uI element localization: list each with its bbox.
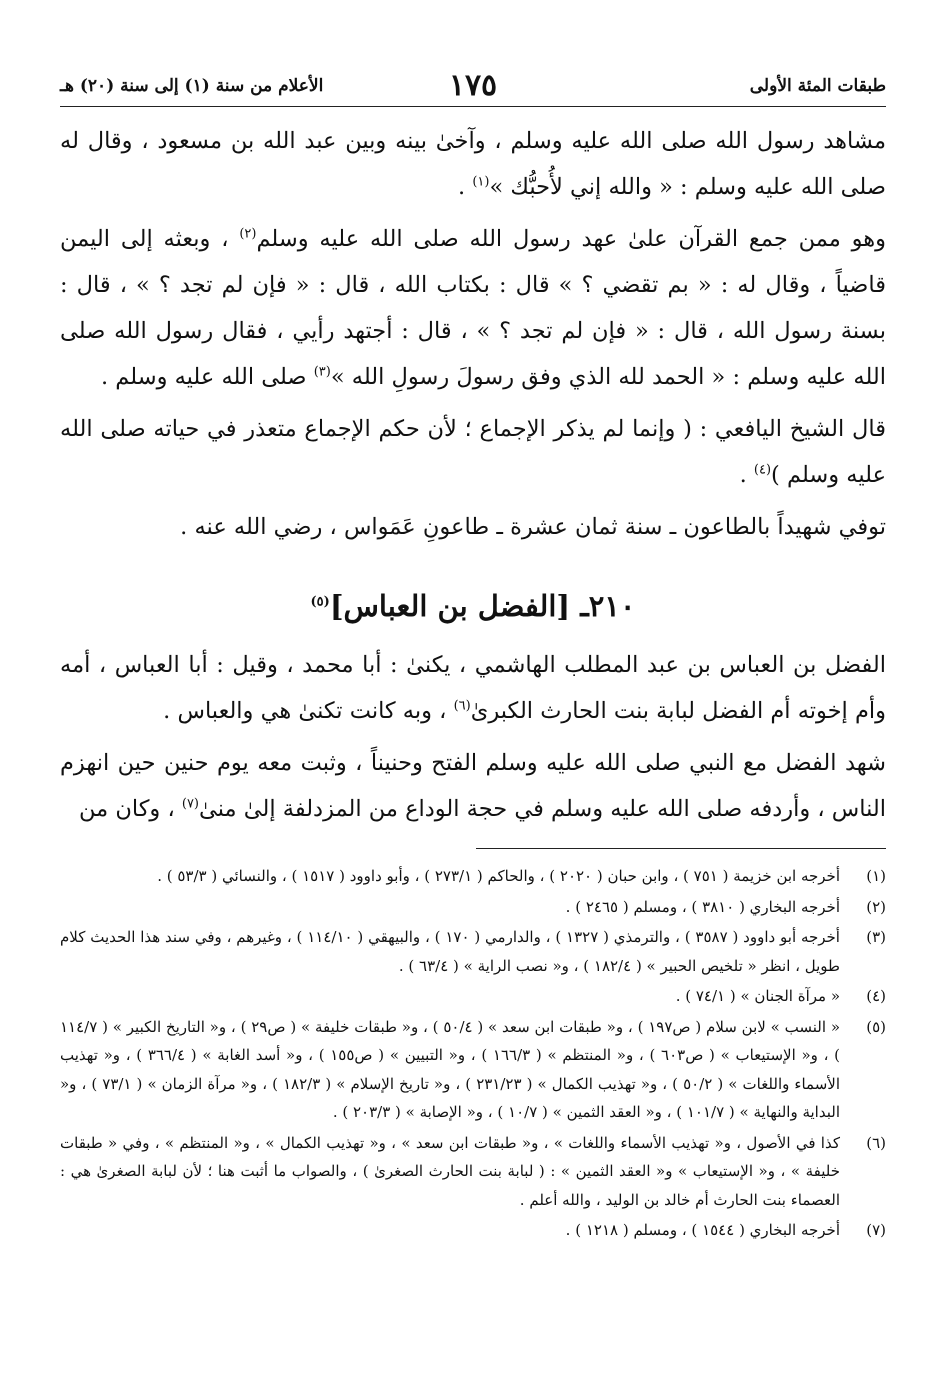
footnote-number: (٢) (866, 897, 886, 916)
header-book-title: طبقات المئة الأولى (749, 76, 886, 96)
paragraph-3 (60, 406, 886, 498)
footnote (60, 893, 886, 922)
footnote-number: (١) (866, 867, 886, 885)
footnote-text: أخرجه ابن خزيمة ( ٧٥١ ) ، وابن حبان ( ٢٠٢٠ ) ، والحاكم ( ٢٧٣/١ ) ، وأبو داوود ( ١٥١٧ ) ، والنسائي ( ٥٣/٣ ) . (157, 867, 840, 885)
paragraph-1-text: مشاهد رسول الله صلى الله عليه وسلم ، وآخىٰ بينه وبين عبد الله بن مسعود ، وقال له صلى الله عليه وسلم : « والله إني لأُحبُّك » (60, 128, 886, 200)
footnote (60, 982, 886, 1011)
paragraph-5-text-b: ، وبه كانت تكنىٰ هي والعباس . (163, 698, 454, 724)
paragraph-6-text-b: ، وكان من (79, 796, 182, 822)
footnote (60, 923, 886, 980)
paragraph-5 (60, 642, 886, 734)
biography-heading-text: ٢١٠ـ [الفضل بن العباس] (329, 589, 636, 623)
footnote-ref-4: (٤) (753, 462, 772, 478)
running-header (60, 66, 886, 107)
paragraph-1 (60, 118, 886, 210)
footnote-number: (٤) (866, 987, 886, 1005)
footnote-text: كذا في الأصول ، و« تهذيب الأسماء واللغات » ، و« طبقات ابن سعد » ، و« تهذيب الكمال » ، و« المنتظم » ، وفي « طبقات خليفة » ، و« الإستيعاب » و« العقد الثمين » : ( لبابة بنت الحارث الصغرىٰ ) ، والصواب ما أثبت هنا ؛ لأن لبابة الصغرىٰ هي : العصماء بنت الحارث أم خالد بن الوليد ، والله أعلم . (60, 1133, 840, 1209)
paragraph-5-text-a: الفضل بن العباس بن عبد المطلب الهاشمي ، يكنىٰ : أبا محمد ، وقيل : أبا العباس ، أمه وأم إخوته أم الفضل لبابة بنت الحارث الكبرىٰ (60, 652, 886, 724)
paragraph-2 (60, 216, 886, 400)
footnote-ref-3: (٣) (313, 364, 331, 380)
footnote-ref-6: (٦) (453, 698, 471, 714)
footnote-text: « النسب » لابن سلام ( ص١٩٧ ) ، و« طبقات ابن سعد » ( ٥٠/٤ ) ، و« طبقات خليفة » ( ص٢٩ ) ، و« التاريخ الكبير » ( ١١٤/٧ ) ، و« الإستيعاب » ( ص٦٠٣ ) ، و« المنتظم » ( ١٦٦/٣ ) ، و« التبيين » ( ص١٥٥ ) ، و« أسد الغابة » ( ٣٦٦/٤ ) ، و« تهذيب الأسماء واللغات » ( ٥٠/٢ ) ، و« تهذيب الكمال » ( ٢٣١/٢٣ ) ، و« تاريخ الإسلام » ( ١٨٢/٣ ) ، و« مرآة الزمان » ( ٧٣/١ ) ، و« البداية والنهاية » ( ١٠١/٧ ) ، و« العقد الثمين » ( ١٠/٧ ) ، و« الإصابة » ( ٢٠٣/٣ ) . (60, 1017, 841, 1121)
paragraph-2-text-a: وهو ممن جمع القرآن علىٰ عهد رسول الله صلى الله عليه وسلم (256, 226, 886, 252)
footnote-number: (٥) (866, 1017, 886, 1036)
footnote (60, 1216, 886, 1245)
footnote-number: (٦) (866, 1133, 886, 1152)
page-number: ١٧٥ (448, 68, 498, 103)
paragraph-3-text: قال الشيخ اليافعي : ( وإنما لم يذكر الإجماع ؛ لأن حكم الإجماع متعذر في حياته صلى الله عليه وسلم ) (60, 416, 886, 488)
paragraph-1-tail: . (458, 174, 473, 200)
footnote-text: أخرجه أبو داوود ( ٣٥٨٧ ) ، والترمذي ( ١٣٢٧ ) ، والدارمي ( ١٧٠ ) ، والبيهقي ( ١١٤/١٠ ) ، وغيرهم ، وفي سند هذا الحديث كلام طويل ، انظر « تلخيص الحبير » ( ١٨٢/٤ ) ، و« نصب الراية » ( ٦٣/٤ ) . (60, 928, 840, 975)
paragraph-6 (60, 740, 886, 832)
footnote-number: (٧) (866, 1221, 886, 1239)
footnotes (60, 862, 886, 1247)
footnote-text: أخرجه البخاري ( ١٥٤٤ ) ، ومسلم ( ١٢١٨ ) . (565, 1221, 840, 1239)
footnote-number: (٣) (866, 928, 886, 946)
footnote-text: « مرآة الجنان » ( ٧٤/١ ) . (675, 987, 840, 1005)
header-section-title: الأعلام من سنة (١) إلى سنة (٢٠) هـ (60, 76, 324, 96)
footnote-text: أخرجه البخاري ( ٣٨١٠ ) ، ومسلم ( ٢٤٦٥ ) . (565, 897, 840, 916)
footnote-divider (476, 848, 886, 849)
biography-heading (60, 580, 886, 632)
footnote (60, 1013, 886, 1127)
main-text (60, 118, 886, 838)
footnote-ref-2: (٢) (239, 226, 257, 242)
footnote (60, 862, 886, 891)
paragraph-2-text-c: صلى الله عليه وسلم . (100, 364, 314, 390)
footnote-ref-7: (٧) (181, 796, 199, 812)
footnote (60, 1129, 886, 1215)
paragraph-4: توفي شهيداً بالطاعون ـ سنة ثمان عشرة ـ طاعونِ عَمَواس ، رضي الله عنه . (180, 514, 886, 540)
footnote-ref-1: (١) (472, 174, 490, 190)
footnote-ref-5: (٥) (310, 594, 330, 610)
paragraph-2-text-b: ، وبعثه إلى اليمن قاضياً ، وقال له : « بم تقضي ؟ » قال : بكتاب الله ، قال : « فإن لم تجد ؟ » ، قال : بسنة رسول الله ، قال : « فإن لم تجد ؟ » ، قال : أجتهد رأيي ، فقال رسول الله صلى الله عليه وسلم : « الحمد لله الذي وفق رسولَ رسولِ الله » (60, 226, 886, 390)
paragraph-3-tail: . (739, 462, 754, 488)
paragraph-6-text-a: شهد الفضل مع النبي صلى الله عليه وسلم الفتح وحنيناً ، وثبت معه يوم حنين حين انهزم الناس ، وأردفه صلى الله عليه وسلم في حجة الوداع من المزدلفة إلىٰ منىٰ (60, 750, 886, 822)
